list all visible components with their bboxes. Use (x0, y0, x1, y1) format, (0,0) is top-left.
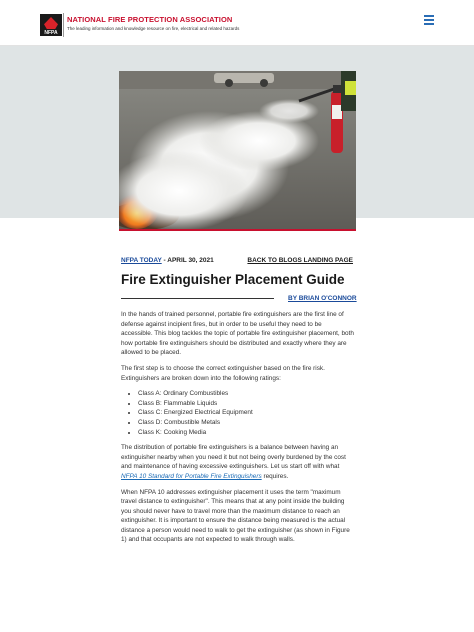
flame-icon (44, 17, 58, 29)
org-name: NATIONAL FIRE PROTECTION ASSOCIATION (67, 15, 233, 24)
nfpa-logo[interactable] (40, 14, 62, 36)
fire-extinguisher-photo (119, 71, 356, 231)
paragraph-travel-distance: When NFPA 10 addresses extinguisher placement it uses the term "maximum travel distance to extinguisher". This means that at any point inside the building you should never have to travel more than the maximum distance to reach an extinguisher. It is important to ensure the distance being measured is the actual distance a person would need to walk to get the extinguisher (as shown in Figure 1) and that occupants are not expected to walk through walls. (121, 488, 350, 544)
extinguisher-class-list (138, 389, 355, 437)
back-to-blogs-link[interactable]: BACK TO BLOGS LANDING PAGE (247, 257, 353, 264)
paragraph-text: requires. (261, 472, 289, 480)
article-body (121, 310, 355, 551)
article-meta (121, 257, 353, 267)
brand-divider (63, 13, 64, 37)
meta-left (121, 257, 214, 264)
list-item: • Class D: Combustible Metals (138, 418, 355, 428)
publish-date: APRIL 30, 2021 (167, 257, 214, 264)
page-title: Fire Extinguisher Placement Guide (121, 272, 345, 287)
author-link[interactable]: BY BRIAN O'CONNOR (288, 295, 357, 302)
nfpa-10-standard-link[interactable]: NFPA 10 Standard for Portable Fire Extinguishers (121, 472, 262, 480)
list-item: • Class B: Flammable Liquids (138, 399, 355, 409)
list-item: • Class C: Energized Electrical Equipment (138, 408, 355, 418)
paragraph-intro: In the hands of trained personnel, portable fire extinguishers are the first line of defense against incipient fires, but in order to be useful they need to be accessible. This blog tackles the topic of portable fire extinguisher placement, both how portable fire extinguishers should be distributed and exactly where they are allowed to be placed. (121, 311, 354, 357)
category-link[interactable]: NFPA TODAY (121, 257, 162, 264)
logo-text: NFPA (44, 30, 58, 36)
list-item: • Class A: Ordinary Combustibles (138, 389, 355, 399)
list-item: • Class K: Cooking Media (138, 428, 355, 438)
meta-separator: - (161, 257, 168, 264)
title-divider (121, 298, 274, 299)
org-tagline: The leading information and knowledge resource on fire, electrical and related hazards (67, 26, 240, 31)
paragraph-ratings: The first step is to choose the correct extinguisher based on the fire risk. Extinguishers are broken down into the following ratings: (121, 364, 325, 382)
paragraph-text: The distribution of portable fire extinguishers is a balance between having an extinguisher nearby when you need it but not being overly burdened by the cost and maintenance of having excessive extinguishers. Let us start off with what (121, 444, 346, 471)
site-header (0, 0, 474, 46)
paragraph-distribution (121, 443, 355, 481)
hamburger-menu-icon[interactable] (424, 15, 434, 25)
